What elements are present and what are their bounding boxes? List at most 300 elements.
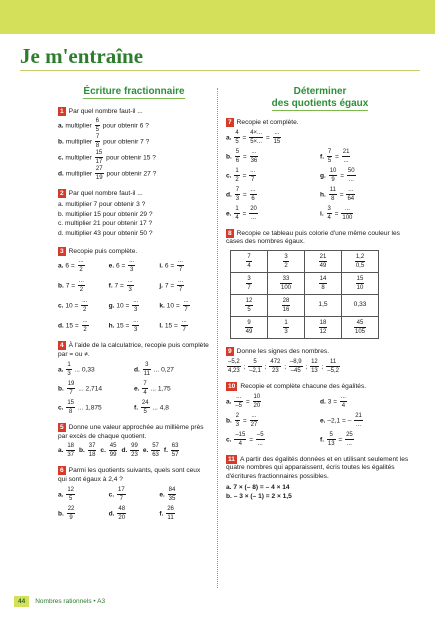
separator: ; xyxy=(303,363,310,371)
denominator: 8 xyxy=(69,408,73,415)
denominator: 2 xyxy=(79,267,83,274)
fraction xyxy=(67,506,76,521)
numerator: 99 xyxy=(131,443,138,450)
exercise-intro: Donne les signes des nombres. xyxy=(236,348,330,356)
item-text: 6 = xyxy=(65,262,77,270)
fraction xyxy=(166,506,175,521)
denominator: 6 xyxy=(251,195,255,202)
fraction xyxy=(66,487,75,502)
exercise-3 xyxy=(58,247,210,334)
numerator: 84 xyxy=(168,486,176,493)
fraction xyxy=(354,320,366,335)
fraction xyxy=(234,432,246,447)
denominator: –45 xyxy=(290,367,301,374)
numerator: 10 xyxy=(253,393,261,400)
fraction xyxy=(248,359,262,374)
denominator: 3 xyxy=(284,329,288,336)
numerator: 7 xyxy=(95,134,100,141)
exercise-number: 5 xyxy=(60,423,64,431)
denominator: 105 xyxy=(354,329,365,336)
numerator: 24 xyxy=(141,399,149,406)
table-cell xyxy=(342,273,379,295)
table-cell xyxy=(268,295,305,317)
fraction xyxy=(130,443,139,458)
denominator: 5 xyxy=(235,138,239,145)
item-text: multiplier xyxy=(65,154,94,162)
numerator: 15 xyxy=(356,276,364,283)
fraction xyxy=(234,130,239,145)
fraction xyxy=(319,254,328,269)
denominator: 13 xyxy=(327,440,335,447)
separator: ; xyxy=(241,363,248,371)
item-text: 15 = xyxy=(164,322,180,330)
numerator: 9 xyxy=(245,320,254,328)
denominator: 2 xyxy=(79,287,84,294)
ex1-item xyxy=(58,150,210,165)
numerator: 21 xyxy=(342,148,350,155)
numerator: 21 xyxy=(355,412,362,419)
item-label: c. xyxy=(108,490,116,498)
ex3-item xyxy=(58,298,109,313)
denominator: 8 xyxy=(331,195,335,202)
numerator: 12 xyxy=(245,298,253,305)
fraction xyxy=(249,206,258,221)
fraction xyxy=(246,276,251,291)
fraction xyxy=(168,487,177,502)
item-text: 6 = xyxy=(116,262,128,270)
denominator: ... xyxy=(343,157,349,164)
column-divider xyxy=(217,88,219,588)
denominator: 37 xyxy=(67,452,75,459)
equals: = xyxy=(332,209,341,217)
exercise-7 xyxy=(226,118,414,221)
denominator: –2,1 xyxy=(249,367,261,374)
exercise-number: 8 xyxy=(228,229,232,237)
numerator: 11 xyxy=(326,359,340,367)
item-label: h. xyxy=(320,190,328,198)
item-text: pour obtenir 27 ? xyxy=(104,170,157,178)
denominator: 9 xyxy=(69,514,73,521)
ex7-item xyxy=(320,149,414,164)
denominator: –5,2 xyxy=(327,367,339,374)
ex3-item xyxy=(58,278,109,293)
ex3-item xyxy=(109,298,160,313)
item-label: h. xyxy=(108,322,117,330)
fraction xyxy=(78,258,85,273)
ex6-item xyxy=(109,487,160,502)
denominator: 7 xyxy=(247,285,251,292)
denominator: 49 xyxy=(245,329,253,336)
exercise-intro: Recopie et complète chacune des égalités. xyxy=(240,382,367,390)
item-label: b. xyxy=(58,509,66,517)
table-cell xyxy=(268,273,305,295)
fraction xyxy=(67,381,76,396)
item-label: d. xyxy=(226,190,234,198)
denominator: 7 xyxy=(69,389,73,396)
exercise-number: 9 xyxy=(228,348,232,356)
numerator: 472 xyxy=(270,358,281,365)
ex4-item xyxy=(134,381,210,396)
fraction xyxy=(327,206,332,221)
ex3-item xyxy=(159,278,210,293)
fraction xyxy=(249,168,256,183)
item-label: d. xyxy=(134,366,142,374)
page-title: Je m'entraîne xyxy=(20,44,144,68)
fraction xyxy=(141,400,150,415)
denominator: ... xyxy=(348,176,354,183)
denominator: 20 xyxy=(253,402,261,409)
fraction xyxy=(340,394,347,409)
fraction xyxy=(246,254,251,269)
denominator: 2 xyxy=(83,327,87,334)
exercise-number: 2 xyxy=(60,190,64,198)
table-cell xyxy=(231,317,268,339)
numerator: 4×... xyxy=(250,129,263,136)
numerator: 1 xyxy=(67,361,71,368)
numerator: 45 xyxy=(109,443,117,450)
fraction xyxy=(283,254,288,269)
number-table xyxy=(230,250,379,339)
numerator: 12 xyxy=(67,486,75,493)
equals: = xyxy=(337,190,346,198)
fraction xyxy=(356,276,365,291)
fraction xyxy=(234,206,239,221)
exercise-5 xyxy=(58,423,210,458)
ex10-item xyxy=(226,432,320,447)
numerator: 4 xyxy=(235,129,239,136)
numerator: 7 xyxy=(327,148,332,155)
ex7-item xyxy=(226,168,320,183)
item-text: ... 2,714 xyxy=(76,385,103,393)
numerator: 7 xyxy=(235,186,240,193)
numerator: ... xyxy=(250,186,256,193)
denominator: 3 xyxy=(134,307,138,314)
item-label: a. xyxy=(58,490,66,498)
ex2-item: b. multiplier 15 pour obtenir 29 ? xyxy=(58,210,153,218)
denominator: 35 xyxy=(168,495,176,502)
fraction xyxy=(82,318,89,333)
item-label: a. xyxy=(58,366,66,374)
numerator: 6 xyxy=(95,118,99,125)
exercise-10 xyxy=(226,382,414,447)
numerator: 3 xyxy=(284,254,288,261)
numerator: ... xyxy=(348,186,354,193)
numerator: ... xyxy=(129,258,135,265)
equals: = xyxy=(241,190,249,198)
item-text: multiplier xyxy=(65,122,94,130)
table-cell xyxy=(231,295,268,317)
denominator: 2 xyxy=(83,307,87,314)
denominator: 64 xyxy=(347,195,355,202)
table-cell xyxy=(342,317,379,339)
numerator: ... xyxy=(178,258,184,265)
item-label: a. xyxy=(58,122,66,130)
fraction xyxy=(341,206,353,221)
item-label: b. xyxy=(226,416,234,424)
exercise-intro: Donne une valeur approchée au millième près par excès de chaque quotient. xyxy=(58,423,204,440)
ex10-item xyxy=(320,432,414,447)
denominator: 49 xyxy=(319,263,327,270)
denominator: 6 xyxy=(235,157,240,164)
item-label: j. xyxy=(159,282,165,290)
fraction xyxy=(235,413,240,428)
item-label: c. xyxy=(226,171,234,179)
fraction xyxy=(249,130,263,145)
ex7-item xyxy=(226,187,320,202)
equals: = xyxy=(244,397,252,405)
numerator: 12 xyxy=(311,358,318,365)
fraction xyxy=(345,432,354,447)
footer-text: Nombres rationnels • A3 xyxy=(35,598,106,605)
right-column xyxy=(226,86,414,510)
exercise-number: 1 xyxy=(60,107,64,115)
denominator: 4 xyxy=(341,402,346,409)
exercise-8 xyxy=(226,229,414,339)
exercise-intro: A partir des égalités données et en utilisant seulement les quatre nombres qui apparaissent, écris toutes les égalités d'écritures fractionnaires possibles. xyxy=(226,455,409,480)
numerator: 22 xyxy=(67,505,75,512)
denominator: 15 xyxy=(273,138,281,145)
ex7-item xyxy=(320,168,414,183)
item-label: a. xyxy=(226,133,234,141)
fraction xyxy=(117,506,126,521)
item-text: 10 = xyxy=(116,302,132,310)
numerator: 1 xyxy=(284,320,288,327)
ex3-item xyxy=(109,258,160,273)
ex3-item xyxy=(58,318,109,333)
denominator: 100 xyxy=(280,285,291,292)
numerator: 5 xyxy=(235,148,240,155)
top-color-band xyxy=(0,0,435,34)
item-label: b. xyxy=(226,152,234,160)
fraction xyxy=(253,394,262,409)
item-label: e. xyxy=(320,416,328,424)
denominator: 5 xyxy=(327,157,332,164)
item-label: b. xyxy=(79,447,87,455)
item-text: ... 1,875 xyxy=(76,404,102,412)
item-text: –2,1 = – xyxy=(327,416,354,424)
numerator: 5 xyxy=(248,359,262,367)
numerator: –5 xyxy=(256,431,264,438)
ex1-item xyxy=(58,134,210,149)
denominator: 8 xyxy=(321,285,325,292)
numerator: ... xyxy=(183,298,189,305)
denominator: 4 xyxy=(247,263,251,270)
item-label: k. xyxy=(159,302,167,310)
denominator: 2 xyxy=(235,176,239,183)
item-label: d. xyxy=(58,170,66,178)
fraction xyxy=(310,359,319,374)
ex5-item xyxy=(121,443,139,459)
table-cell xyxy=(305,273,342,295)
numerator: 7 xyxy=(247,254,251,261)
item-text: ... 0,27 xyxy=(151,366,174,374)
item-text: ... 4,8 xyxy=(150,404,169,412)
denominator: 7 xyxy=(119,495,124,502)
exercise-number: 7 xyxy=(228,119,232,126)
exercise-number: 4 xyxy=(60,342,64,350)
item-label: l. xyxy=(159,322,165,330)
table-row xyxy=(231,295,379,317)
ex3-item xyxy=(159,318,210,333)
numerator: ... xyxy=(133,318,139,325)
page-number: 44 xyxy=(14,596,29,607)
numerator: ... xyxy=(127,278,133,285)
numerator: 17 xyxy=(118,486,125,493)
numerator: 11 xyxy=(329,186,336,193)
ex5-item xyxy=(100,443,118,459)
ex7-item xyxy=(320,187,414,202)
denominator: 18 xyxy=(88,452,96,459)
fraction xyxy=(177,278,184,293)
item-label: c. xyxy=(100,447,108,455)
item-label: f. xyxy=(108,282,115,290)
fraction xyxy=(109,443,118,458)
fraction xyxy=(78,278,85,293)
item-text: multiplier xyxy=(65,138,94,146)
fraction xyxy=(128,258,135,273)
denominator: 4 xyxy=(238,440,243,447)
numerator: 57 xyxy=(152,443,159,450)
table-cell xyxy=(231,251,268,273)
denominator: 23 xyxy=(272,367,279,374)
item-text: 3 = xyxy=(327,397,339,405)
item-label: a. xyxy=(58,447,66,455)
item-text: 15 = xyxy=(65,322,81,330)
exercise-2 xyxy=(58,189,210,239)
item-label: b. xyxy=(58,385,66,393)
ex2-item: d. multiplier 43 pour obtenir 50 ? xyxy=(58,230,153,238)
denominator: 11 xyxy=(167,514,174,521)
item-text: 7 = xyxy=(164,282,177,290)
equals: = xyxy=(338,171,346,179)
fraction xyxy=(245,320,254,335)
item-label: g. xyxy=(320,171,328,179)
fraction xyxy=(132,318,139,333)
fraction xyxy=(250,149,259,164)
ex5-item xyxy=(79,443,97,459)
numerator: ... xyxy=(133,298,139,305)
fraction xyxy=(280,276,292,291)
numerator: 26 xyxy=(167,505,174,512)
denominator: 7 xyxy=(178,287,183,294)
numerator: 18 xyxy=(67,443,75,450)
equals: = xyxy=(241,416,249,424)
numerator: 28 xyxy=(282,298,290,305)
fraction xyxy=(250,187,257,202)
denominator: 3 xyxy=(130,267,134,274)
numerator: 45 xyxy=(354,320,366,328)
fraction xyxy=(66,443,75,458)
fraction xyxy=(327,149,332,164)
separator: ; xyxy=(262,363,269,371)
item-label: a. xyxy=(226,397,234,405)
fraction xyxy=(347,168,356,183)
fraction xyxy=(269,359,281,374)
ex6-item xyxy=(159,487,210,502)
ex10-item xyxy=(226,413,320,428)
exercise-intro: Par quel nombre faut-il ... xyxy=(68,190,143,198)
numerator: 21 xyxy=(319,254,327,261)
item-label: a. xyxy=(58,262,66,270)
fraction xyxy=(342,149,351,164)
denominator: 8 xyxy=(95,143,100,150)
item-label: b. xyxy=(58,282,66,290)
item-text: pour obtenir 7 ? xyxy=(101,138,150,146)
item-label: f. xyxy=(320,435,326,443)
numerator: ... xyxy=(181,318,187,325)
ex5-item xyxy=(58,443,76,459)
exercise-intro: Recopie et complète. xyxy=(236,119,299,126)
item-label: b. xyxy=(58,138,66,146)
item-text: multiplier xyxy=(65,170,94,178)
table-cell xyxy=(342,295,379,317)
ex7-item xyxy=(226,130,320,145)
denominator: 5×... xyxy=(250,138,263,145)
ex4-item xyxy=(58,381,134,396)
fraction xyxy=(319,320,328,335)
item-text: 7 = xyxy=(65,282,77,290)
numerator: 1,2 xyxy=(355,254,365,261)
fraction xyxy=(66,400,75,415)
fraction xyxy=(234,394,243,409)
fraction xyxy=(95,166,104,181)
numerator: 33 xyxy=(280,276,292,284)
item-label: e. xyxy=(134,385,142,393)
equals: = xyxy=(336,435,345,443)
table-row xyxy=(231,317,379,339)
title-underline xyxy=(20,70,420,71)
denominator: 7 xyxy=(178,267,183,274)
numerator: 3 xyxy=(143,362,151,370)
fraction xyxy=(235,187,240,202)
denominator: 3 xyxy=(235,421,240,428)
numerator: ... xyxy=(78,258,84,265)
numerator: 25 xyxy=(346,431,353,438)
item-label: c. xyxy=(226,435,234,443)
ex2-item: a. multiplier 7 pour obtenir 3 ? xyxy=(58,200,146,208)
numerator: 7 xyxy=(143,380,147,387)
item-label: d. xyxy=(320,397,328,405)
denominator: 63 xyxy=(152,452,159,459)
ex1-item xyxy=(58,118,210,133)
numerator: 2 xyxy=(235,412,240,419)
numerator: ... xyxy=(78,278,84,285)
fraction xyxy=(117,487,126,502)
fraction xyxy=(66,362,71,377)
table-cell xyxy=(268,251,305,273)
equals: = xyxy=(241,152,249,160)
equals: = xyxy=(240,171,249,179)
ex5-item xyxy=(163,443,181,459)
item-label: c. xyxy=(58,404,66,412)
numerator: 5 xyxy=(327,432,336,440)
item-label: d. xyxy=(121,447,130,455)
numerator: 1 xyxy=(235,205,239,212)
exercise-intro: Par quel nombre faut-il ... xyxy=(68,107,143,115)
item-label: f. xyxy=(320,152,326,160)
exercise-number: 3 xyxy=(60,247,64,255)
fraction xyxy=(234,168,239,183)
fraction xyxy=(95,118,100,133)
exercise-intro: Parmi les quotients suivants, quels sont ceux qui sont égaux à 2,4 ? xyxy=(58,467,201,483)
exercise-1 xyxy=(58,107,210,182)
cell-value: 0,33 xyxy=(353,301,367,309)
numerator: 48 xyxy=(118,505,126,512)
item-label: i. xyxy=(159,262,165,270)
fraction xyxy=(181,318,188,333)
denominator: 7 xyxy=(251,176,255,183)
ex3-item xyxy=(58,258,109,273)
